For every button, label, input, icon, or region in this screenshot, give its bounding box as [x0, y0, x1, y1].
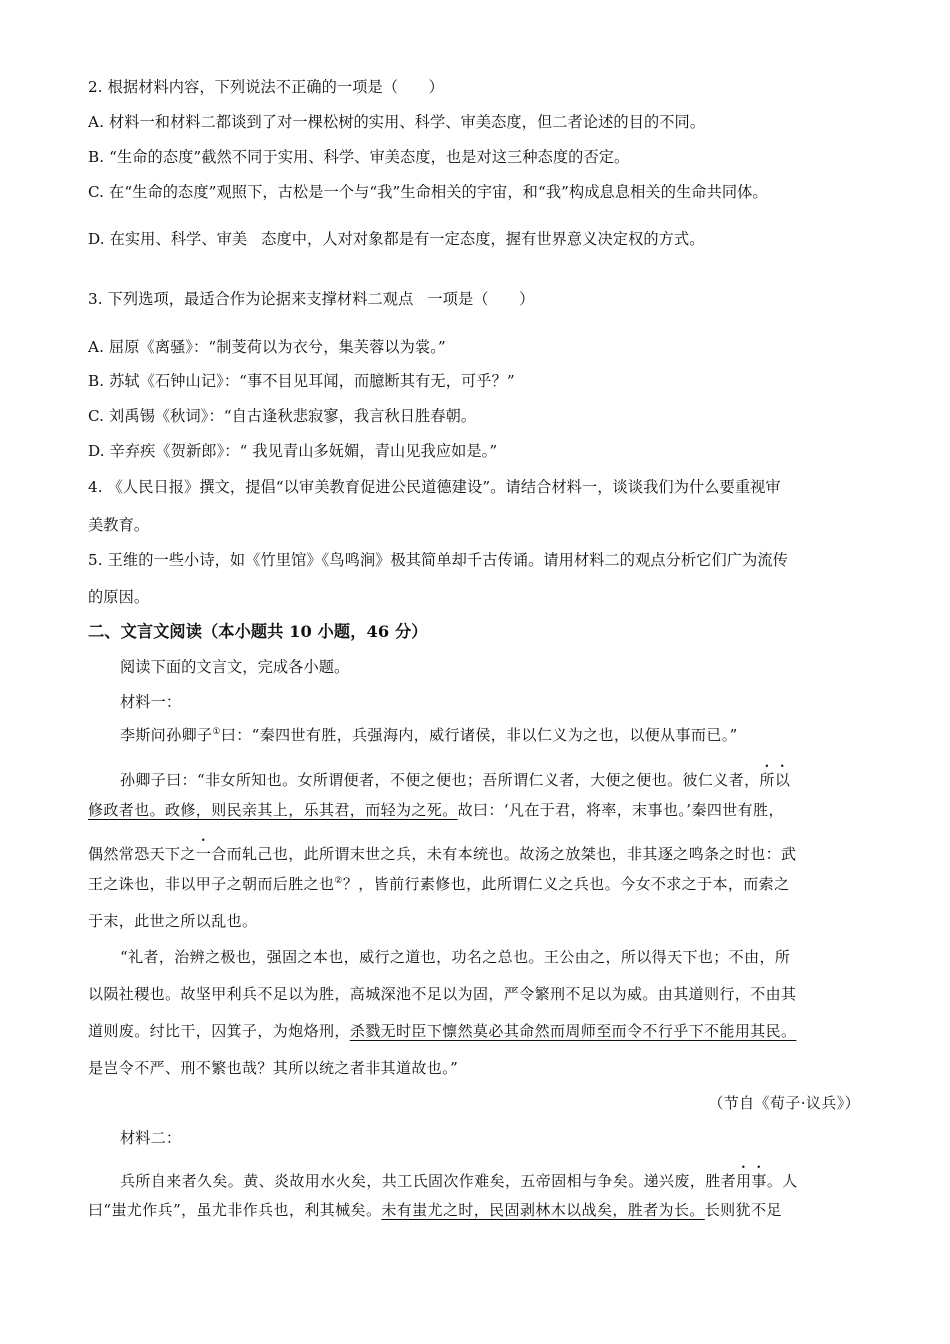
footnote-2-marker: ② [334, 876, 343, 886]
underlined-sentence-2: 杀戮无时臣下懔然莫必其命然而周师至而令不行乎下不能用其民。 [349, 1022, 797, 1040]
q2-option-d [88, 228, 868, 250]
m1-paragraph-2-line-2 [88, 799, 868, 821]
emphasized-word-yi: 一 [195, 845, 212, 863]
underlined-sentence-3: 未有蚩尤之时，民固剥林木以战矣，胜者为长。 [381, 1201, 705, 1219]
q3-option-c: C. 刘禹锡《秋词》：“自古逢秋悲寂寥，我言秋日胜春朝。 [88, 407, 477, 425]
q2-option-c: C. 在“生命的态度”观照下，古松是一个与“我”生命相关的宇宙，和“我”构成息息相关的生命共同体。 [88, 183, 768, 201]
m1-p1-text-a: 李斯问孙卿子 [120, 726, 213, 744]
m1-p4-text-b: 合而轧己也，此所谓末世之兵，未有本统也。故汤之放桀也，非其逐之鸣条之时也：武 [211, 845, 797, 863]
emphasized-word-suoyi: 所以 [759, 771, 791, 789]
m1-paragraph-1 [120, 724, 868, 746]
q2-option-a: A. 材料一和材料二都谈到了对一棵松树的实用、科学、审美态度，但二者论述的目的不同。 [88, 113, 706, 131]
q2-option-b: B. “生命的态度”截然不同于实用、科学、审美态度，也是对这三种态度的否定。 [88, 148, 630, 166]
m1-p2-text: 孙卿子曰：“非女所知也。女所谓便者，不便之便也；吾所谓仁义者，大便之便也。彼仁义者， [120, 771, 760, 789]
m1-paragraph-2-line-4 [88, 873, 868, 895]
m1-paragraph-3-line-1: “礼者，治辨之极也，强固之本也，威行之道也，功名之总也。王公由之，所以得天下也；不由，所 [120, 948, 791, 966]
m1-paragraph-2-line-1 [120, 762, 868, 791]
m2-p1-text-b: 。人 [766, 1172, 798, 1190]
q3-stem-part2: 一项是（ ） [427, 290, 535, 308]
q4-line-1: 4. 《人民日报》撰文，提倡“以审美教育促进公民道德建设”。请结合材料一，谈谈我们为什么要重视审 [88, 478, 781, 496]
q2-option-d-part2: 态度中，人对对象都是有一定态度，握有世界意义决定权的方式。 [261, 230, 705, 248]
underlined-sentence-1: 修政者也。政修，则民亲其上，乐其君，而轻为之死。 [88, 801, 458, 819]
material-2-label: 材料二： [120, 1129, 182, 1147]
m2-p1-text-a: 兵所自来者久矣。黄、炎故用水火矣，共工氏固次作难矣，五帝固相与争矣。递兴废，胜者 [120, 1172, 737, 1190]
m2-paragraph-1-line-2 [88, 1199, 868, 1221]
m1-paragraph-2-line-3 [88, 836, 868, 865]
emphasized-word-yongshi: 用事 [736, 1172, 767, 1190]
q3-option-d: D. 辛弃疾《贺新郎》：“ 我见青山多妩媚，青山见我应如是。” [88, 442, 498, 460]
footnote-1-marker: ① [212, 727, 221, 737]
q3-option-a: A. 屈原《离骚》：“制芰荷以为衣兮，集芙蓉以为裳。” [88, 338, 446, 356]
m1-p1-text-b: 曰：“秦四世有胜，兵强海内，威行诸侯，非以仁义为之也，以便从事而已。” [220, 726, 738, 744]
q3-stem-part1: 3. 下列选项，最适合作为论据来支撑材料二观点 [88, 290, 414, 308]
q5-line-2: 的原因。 [88, 588, 150, 606]
q4-line-2: 美教育。 [88, 516, 150, 534]
m1-p9-text: 道则废。纣比干，囚箕子，为炮烙刑， [88, 1022, 350, 1040]
q3-stem [88, 288, 868, 310]
material-1-label: 材料一： [120, 693, 182, 711]
m1-paragraph-3-line-3 [88, 1020, 868, 1042]
m2-p2-text-b: 长则犹不足 [704, 1201, 782, 1219]
q2-option-d-part1: D. 在实用、科学、审美 [88, 230, 248, 248]
section-instruction: 阅读下面的文言文，完成各小题。 [120, 658, 350, 676]
m1-p4-text-a: 偶然常恐天下之 [88, 845, 196, 863]
m1-p5-text-b: ？，皆前行素修也，此所谓仁义之兵也。今女不求之于本，而索之 [342, 875, 790, 893]
section-title: 二、文言文阅读（本小题共 10 小题，46 分） [88, 622, 428, 641]
m2-p2-text-a: 曰“蚩尤作兵”，虽尤非作兵也，利其械矣。 [88, 1201, 382, 1219]
m1-p3-text: 故曰：‘凡在于君，将率，末事也。’秦四世有胜， [457, 801, 784, 819]
material-1-source: （节自《荀子·议兵》） [708, 1094, 860, 1112]
m2-paragraph-1-line-1 [120, 1163, 868, 1192]
m1-paragraph-3-line-2: 以陨社稷也。故坚甲利兵不足以为胜，高城深池不足以为固，严令繁刑不足以为威。由其道则行，不由其 [88, 985, 797, 1003]
m1-paragraph-2-line-5: 于末，此世之所以乱也。 [88, 912, 258, 930]
q3-option-b: B. 苏轼《石钟山记》：“事不目见耳闻，而臆断其有无，可乎？” [88, 372, 515, 390]
q2-stem: 2. 根据材料内容，下列说法不正确的一项是（ ） [88, 78, 444, 96]
m1-paragraph-3-line-4: 是岂令不严、刑不繁也哉？其所以统之者非其道故也。” [88, 1059, 459, 1077]
q5-line-1: 5. 王维的一些小诗，如《竹里馆》《鸟鸣涧》极其简单却千古传诵。请用材料二的观点分析它们广为流传 [88, 551, 788, 569]
m1-p5-text-a: 王之诛也，非以甲子之朝而后胜之也 [88, 875, 335, 893]
